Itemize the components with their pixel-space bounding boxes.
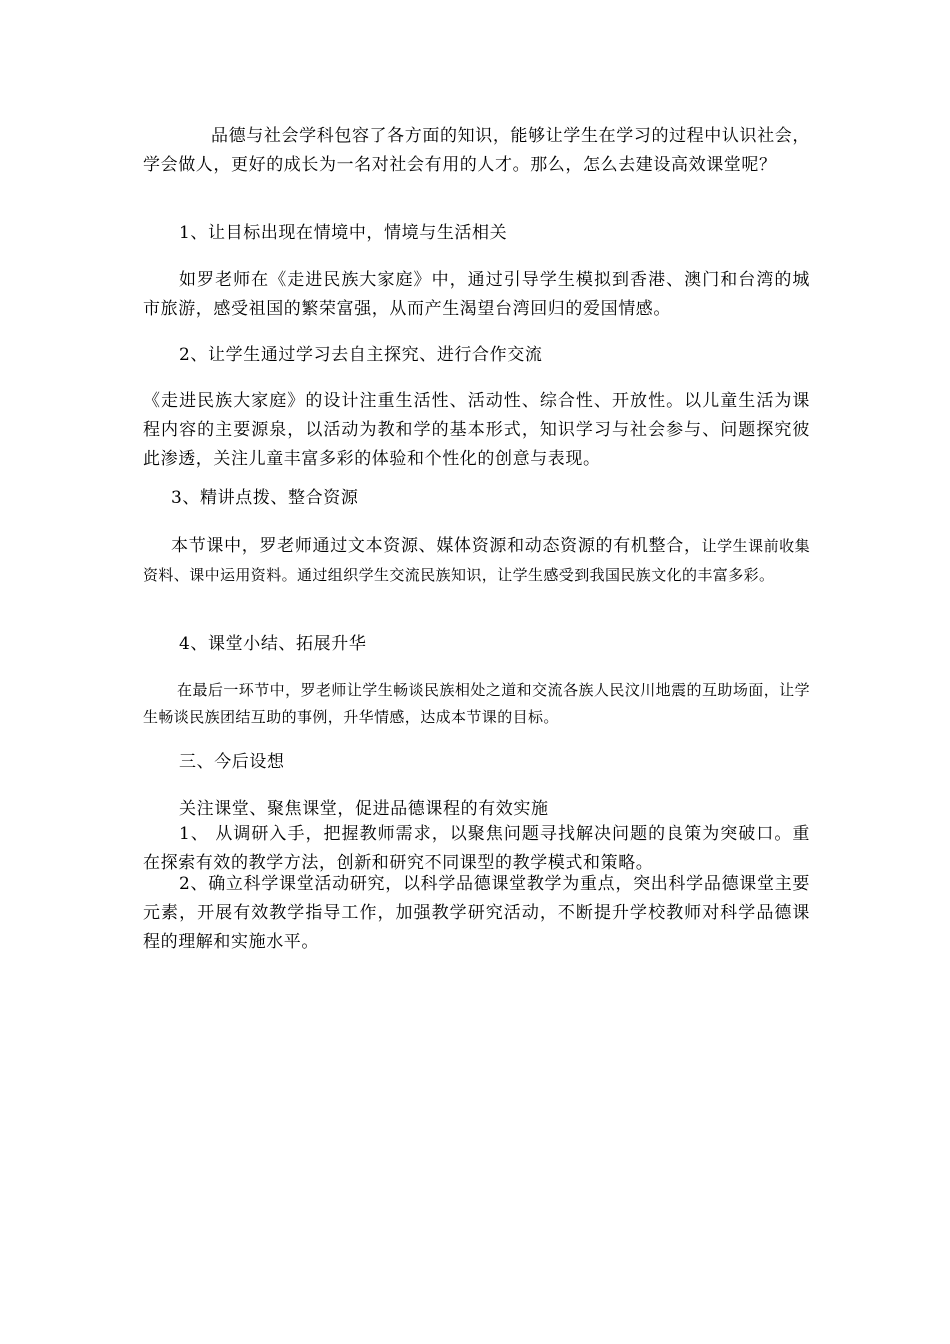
section-heading-1: 1、让目标出现在情境中，情境与生活相关 — [179, 223, 508, 243]
paragraph-3 — [143, 532, 810, 590]
section-heading-2: 2、让学生通过学习去自主探究、进行合作交流 — [179, 345, 543, 365]
section-heading-4: 4、课堂小结、拓展升华 — [179, 634, 367, 654]
paragraph-5: 关注课堂、聚焦课堂，促进品德课程的有效实施 — [179, 799, 549, 819]
paragraph-3-part-a: 本节课中，罗老师通过文本资源、媒体资源和动态资源的有机整合， — [171, 536, 702, 556]
paragraph-1: 如罗老师在《走进民族大家庭》中，通过引导学生模拟到香港、澳门和台湾的城市旅游，感受祖国的繁荣富强，从而产生渴望台湾回归的爱国情感。 — [143, 270, 810, 319]
paragraph-2: 《走进民族大家庭》的设计注重生活性、活动性、综合性、开放性。以儿童生活为课程内容的主要源泉，以活动为教和学的基本形式，知识学习与社会参与、问题探究彼此渗透，关注儿童丰富多彩的体验和个性化的创意与表现。 — [143, 391, 810, 469]
paragraph-6: 1、 从调研入手，把握教师需求，以聚焦问题寻找解决问题的良策为突破口。重在探索有效的教学方法，创新和研究不同课型的教学模式和策略。 — [143, 824, 810, 873]
intro-paragraph: 品德与社会学科包容了各方面的知识，能够让学生在学习的过程中认识社会，学会做人，更好的成长为一名对社会有用的人才。那么，怎么去建设高效课堂呢？ — [143, 126, 810, 175]
section-heading-3: 3、精讲点拨、整合资源 — [171, 488, 359, 508]
paragraph-4: 在最后一环节中，罗老师让学生畅谈民族相处之道和交流各族人民汶川地震的互助场面，让学生畅谈民族团结互助的事例，升华情感，达成本节课的目标。 — [143, 681, 810, 726]
paragraph-3-part-b: 让学生课前收集资料、课中运用资料。通过组织学生交流民族知识，让学生感受到我国民族文化的丰富多彩。 — [143, 537, 810, 584]
section-heading-5: 三、今后设想 — [179, 752, 285, 772]
paragraph-7: 2、确立科学课堂活动研究，以科学品德课堂教学为重点，突出科学品德课堂主要元素，开展有效教学指导工作，加强教学研究活动，不断提升学校教师对科学品德课程的理解和实施水平。 — [143, 874, 810, 952]
